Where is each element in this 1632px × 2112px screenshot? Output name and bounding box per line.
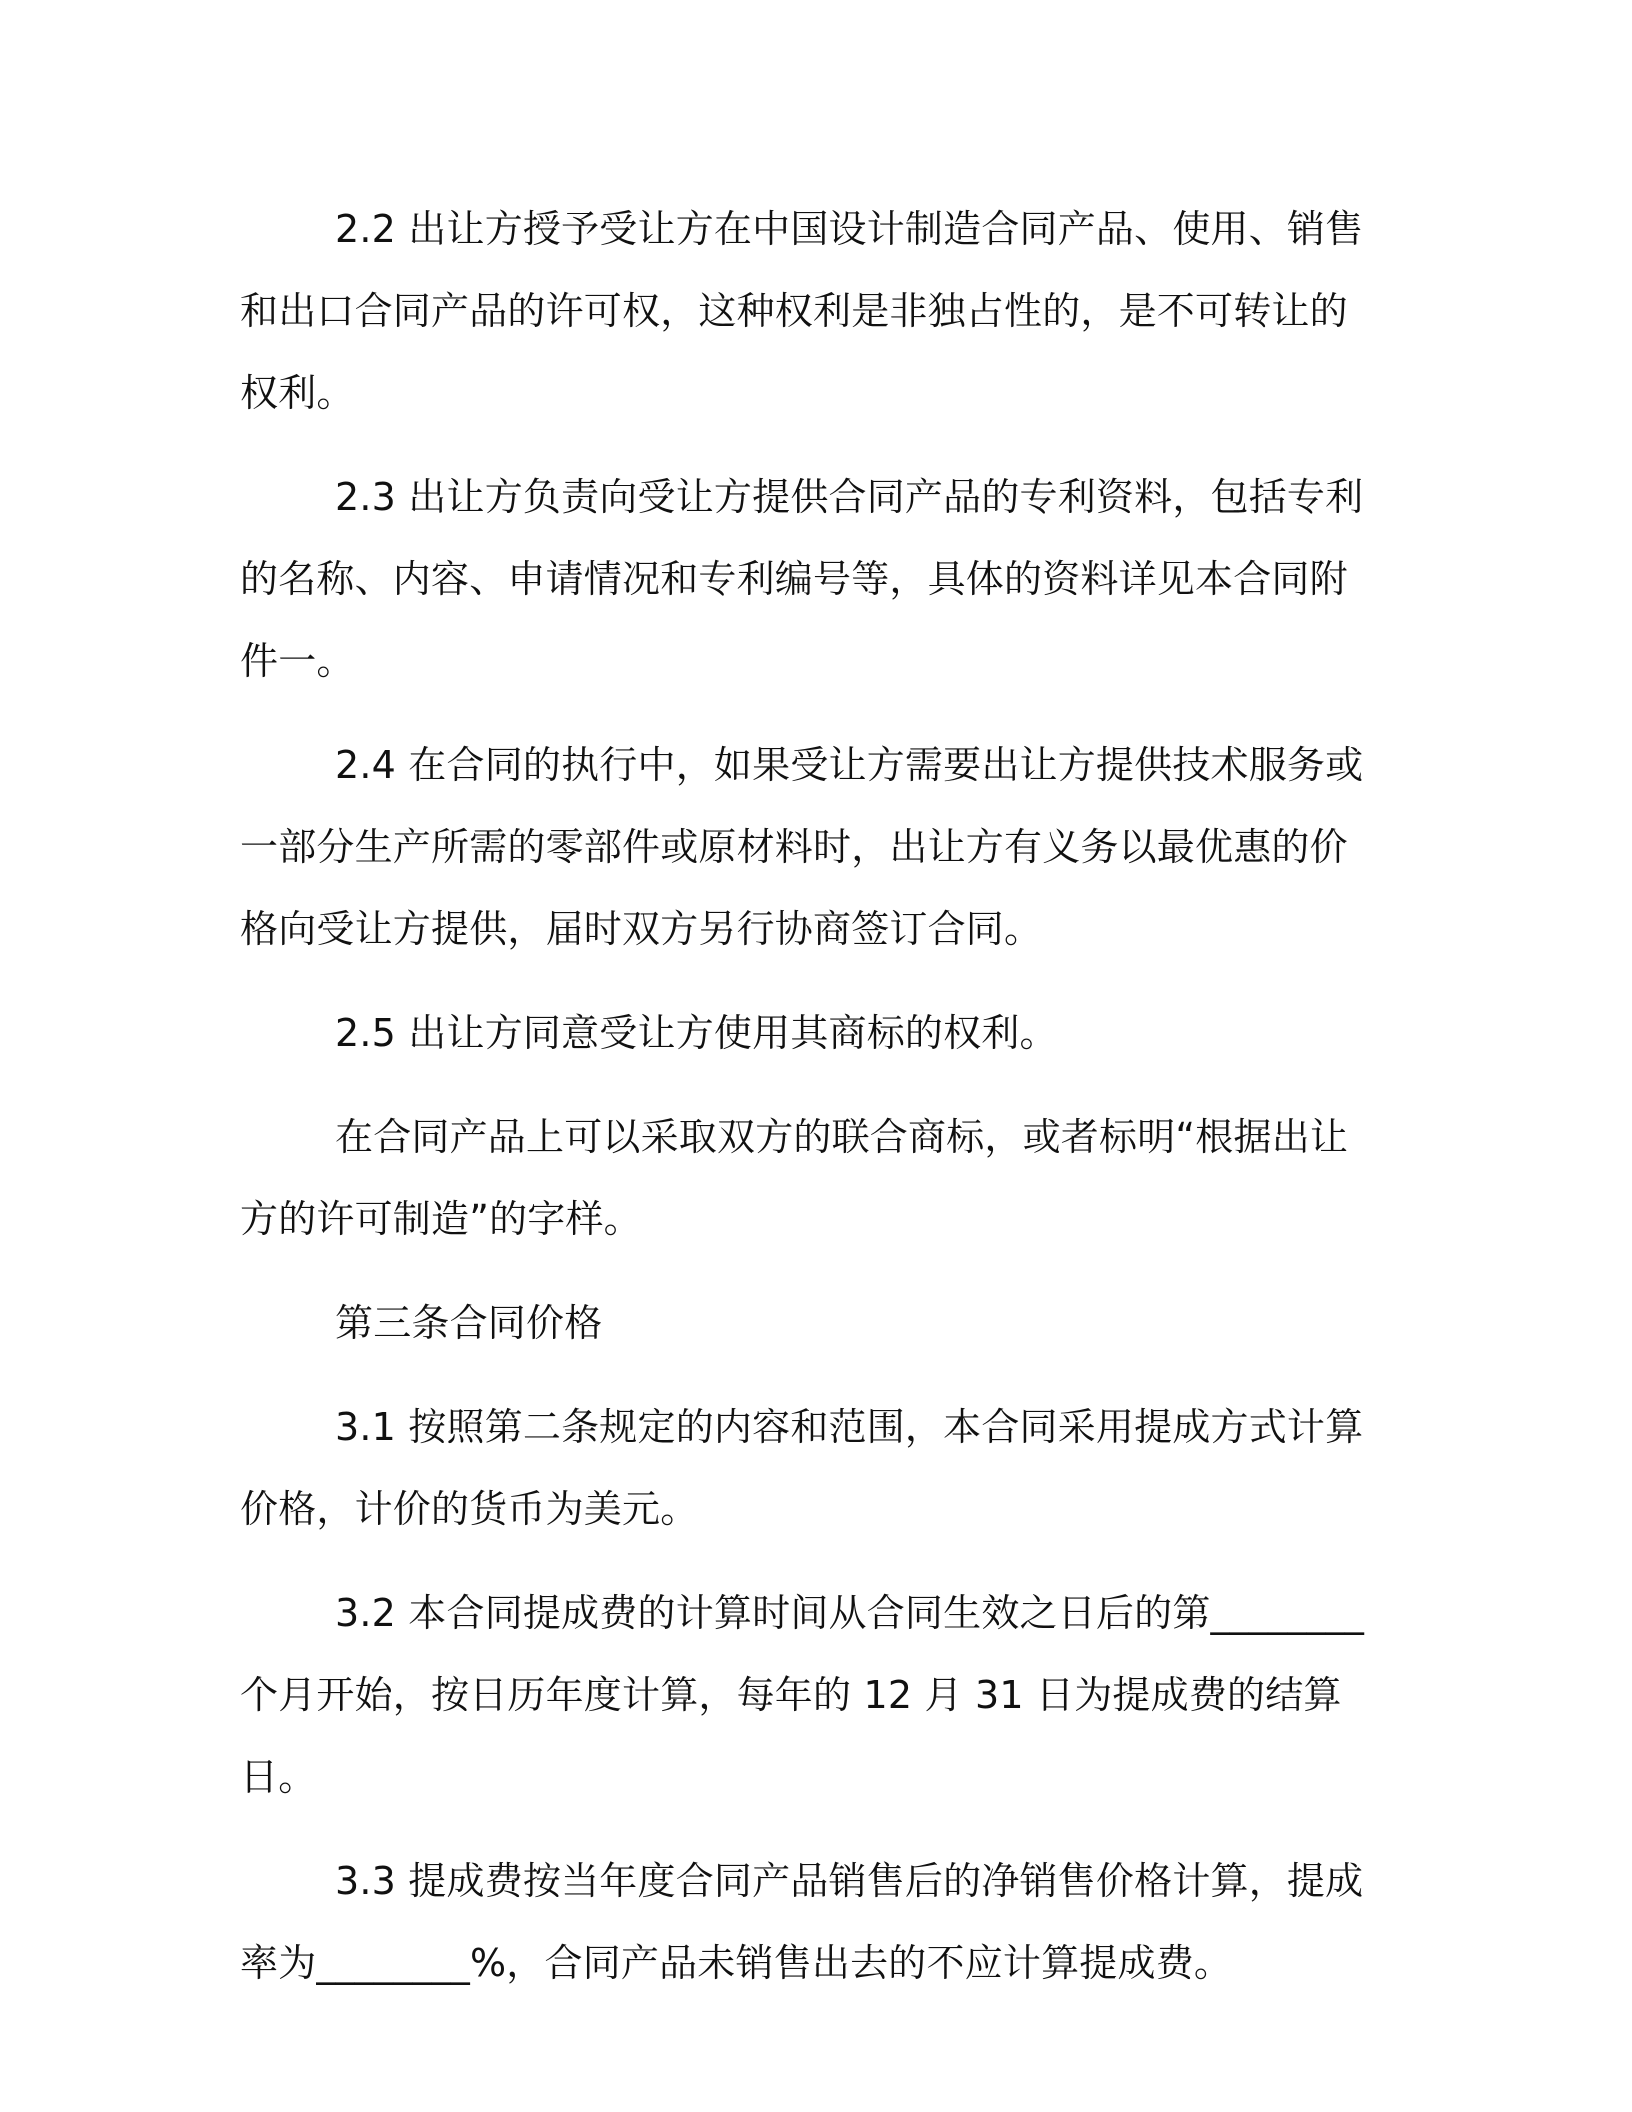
clause-2-5: 2.5 出让方同意受让方使用其商标的权利。 (335, 1011, 1058, 1055)
clause-3-1: 3.1 按照第二条规定的内容和范围，本合同采用提成方式计算价格，计价的货币为美元。 (240, 1405, 1364, 1531)
document-body (240, 188, 1385, 2004)
clause-2-4: 2.4 在合同的执行中，如果受让方需要出让方提供技术服务或一部分生产所需的零部件或原材料时，出让方有义务以最优惠的价格向受让方提供，届时双方另行协商签订合同。 (240, 743, 1364, 951)
trademark-paragraph: 在合同产品上可以采取双方的联合商标，或者标明“根据出让方的许可制造”的字样。 (240, 1115, 1349, 1241)
clause-2-3: 2.3 出让方负责向受让方提供合同产品的专利资料，包括专利的名称、内容、申请情况和专利编号等，具体的资料详见本合同附件一。 (240, 475, 1364, 683)
article-3-heading: 第三条合同价格 (335, 1301, 603, 1345)
clause-3-3: 3.3 提成费按当年度合同产品销售后的净销售价格计算，提成率为________%，合同产品未销售出去的不应计算提成费。 (240, 1859, 1364, 1985)
clause-3-2: 3.2 本合同提成费的计算时间从合同生效之日后的第________个月开始，按日历年度计算，每年的 12 月 31 日为提成费的结算日。 (240, 1591, 1365, 1799)
clause-2-2: 2.2 出让方授予受让方在中国设计制造合同产品、使用、销售和出口合同产品的许可权，这种权利是非独占性的，是不可转让的权利。 (240, 207, 1364, 415)
